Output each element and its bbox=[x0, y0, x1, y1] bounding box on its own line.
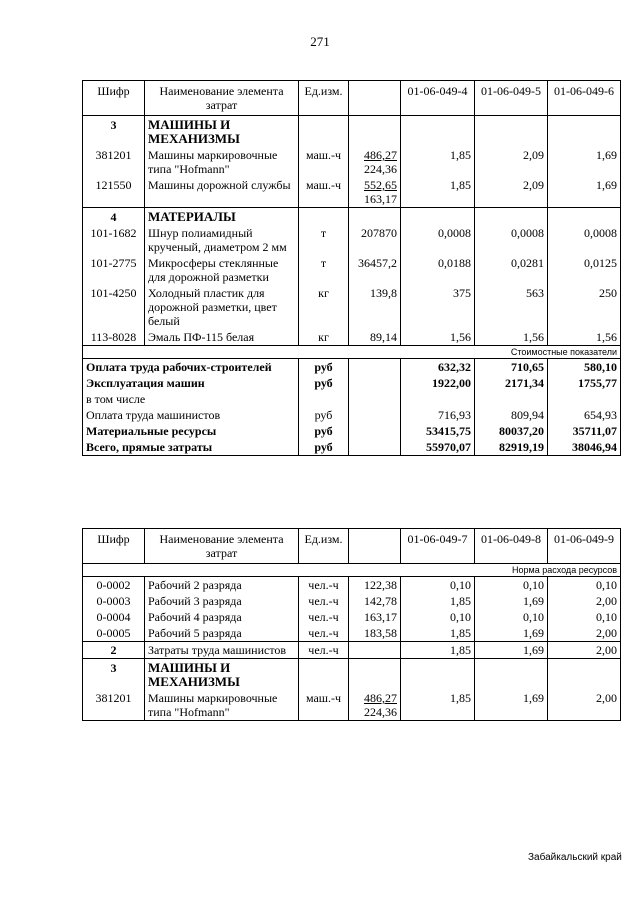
row-unit: т bbox=[299, 255, 349, 285]
row-price: 207870 bbox=[349, 225, 401, 255]
totals-name: Оплата труда рабочих-строителей bbox=[83, 359, 299, 376]
row-name: Микросферы стеклянные для дорожной разметки bbox=[145, 255, 299, 285]
totals-name: Всего, прямые затраты bbox=[83, 439, 299, 456]
band-label: Стоимостные показатели bbox=[83, 346, 621, 359]
totals-unit: руб bbox=[299, 359, 349, 376]
row-value-3: 0,10 bbox=[548, 577, 621, 594]
row-value-3: 2,00 bbox=[548, 593, 621, 609]
row-value-1: 1,56 bbox=[401, 329, 475, 346]
totals-unit: руб bbox=[299, 423, 349, 439]
row-code: 101-1682 bbox=[83, 225, 145, 255]
row-value-1: 1,85 bbox=[401, 642, 475, 659]
totals-name: Материальные ресурсы bbox=[83, 423, 299, 439]
row-unit: чел.-ч bbox=[299, 593, 349, 609]
row-value-2: 563 bbox=[475, 285, 548, 329]
row-value-3: 0,0008 bbox=[548, 225, 621, 255]
price-primary: 486,27 bbox=[364, 691, 397, 705]
row-value-2: 2,09 bbox=[475, 147, 548, 177]
totals-value-1: 53415,75 bbox=[401, 423, 475, 439]
row-name: Шнур полиамидный крученый, диаметром 2 мм bbox=[145, 225, 299, 255]
row-value-1: 1,85 bbox=[401, 147, 475, 177]
row-unit: маш.-ч bbox=[299, 147, 349, 177]
section-header bbox=[83, 116, 621, 148]
row-price: 89,14 bbox=[349, 329, 401, 346]
section-code: 4 bbox=[83, 208, 145, 226]
row-name: Рабочий 5 разряда bbox=[145, 625, 299, 642]
price-secondary: 224,36 bbox=[364, 705, 397, 719]
row-value-1: 375 bbox=[401, 285, 475, 329]
header-col-2: 01-06-049-8 bbox=[475, 529, 548, 564]
header-unit: Ед.изм. bbox=[299, 81, 349, 116]
row-name: Машины маркировочные типа "Hofmann" bbox=[145, 147, 299, 177]
header-unit: Ед.изм. bbox=[299, 529, 349, 564]
totals-value-1: 632,32 bbox=[401, 359, 475, 376]
row-price bbox=[349, 147, 401, 177]
totals-value-1: 55970,07 bbox=[401, 439, 475, 456]
totals-value-3: 38046,94 bbox=[548, 439, 621, 456]
band-row bbox=[83, 564, 621, 577]
table-row bbox=[83, 177, 621, 208]
row-value-2: 1,69 bbox=[475, 625, 548, 642]
section-header bbox=[83, 208, 621, 226]
totals-value-3: 580,10 bbox=[548, 359, 621, 376]
table-row bbox=[83, 593, 621, 609]
table-row bbox=[83, 147, 621, 177]
row-price bbox=[349, 690, 401, 721]
header-code: Шифр bbox=[83, 529, 145, 564]
totals-value-3: 1755,77 bbox=[548, 375, 621, 391]
section-header bbox=[83, 659, 621, 691]
page-number: 271 bbox=[310, 34, 330, 49]
row-name: Рабочий 3 разряда bbox=[145, 593, 299, 609]
row-unit: чел.-ч bbox=[299, 609, 349, 625]
row-value-3: 1,69 bbox=[548, 147, 621, 177]
table-row bbox=[83, 285, 621, 329]
row-value-2: 2,09 bbox=[475, 177, 548, 208]
section-code: 2 bbox=[83, 642, 145, 659]
header-col-2: 01-06-049-5 bbox=[475, 81, 548, 116]
table-row bbox=[83, 625, 621, 642]
row-value-1: 0,10 bbox=[401, 609, 475, 625]
table2-header-row bbox=[83, 529, 621, 564]
totals-value-1: 1922,00 bbox=[401, 375, 475, 391]
table-row bbox=[83, 609, 621, 625]
row-name: Машины маркировочные типа "Hofmann" bbox=[145, 690, 299, 721]
totals-row bbox=[83, 439, 621, 456]
table-row bbox=[83, 577, 621, 594]
row-code: 0-0004 bbox=[83, 609, 145, 625]
totals-unit: руб bbox=[299, 407, 349, 423]
row-value-2: 0,10 bbox=[475, 577, 548, 594]
row-value-3: 2,00 bbox=[548, 625, 621, 642]
header-col-1: 01-06-049-7 bbox=[401, 529, 475, 564]
row-code: 101-4250 bbox=[83, 285, 145, 329]
row-unit: т bbox=[299, 225, 349, 255]
row-value-2: 1,56 bbox=[475, 329, 548, 346]
row-code: 381201 bbox=[83, 147, 145, 177]
row-unit: чел.-ч bbox=[299, 577, 349, 594]
row-value-3: 1,69 bbox=[548, 177, 621, 208]
row-value-2: 0,0281 bbox=[475, 255, 548, 285]
row-code: 0-0003 bbox=[83, 593, 145, 609]
totals-value-3: 654,93 bbox=[548, 407, 621, 423]
totals-name: Оплата труда машинистов bbox=[83, 407, 299, 423]
section-title: МАШИНЫ И МЕХАНИЗМЫ bbox=[145, 659, 299, 691]
row-name: Эмаль ПФ-115 белая bbox=[145, 329, 299, 346]
totals-value-2: 809,94 bbox=[475, 407, 548, 423]
row-name: Машины дорожной службы bbox=[145, 177, 299, 208]
price-primary: 552,65 bbox=[364, 178, 397, 192]
table1-header-row bbox=[83, 81, 621, 116]
totals-row bbox=[83, 423, 621, 439]
row-unit: маш.-ч bbox=[299, 177, 349, 208]
row-value-3: 2,00 bbox=[548, 690, 621, 721]
section-title: МАТЕРИАЛЫ bbox=[145, 208, 299, 226]
row-value-2: 1,69 bbox=[475, 690, 548, 721]
price-secondary: 163,17 bbox=[364, 192, 397, 206]
totals-row bbox=[83, 407, 621, 423]
row-code: 381201 bbox=[83, 690, 145, 721]
header-name: Наименование элемента затрат bbox=[145, 81, 299, 116]
totals-row bbox=[83, 391, 621, 407]
row-value-3: 0,10 bbox=[548, 609, 621, 625]
row-value-2: 0,0008 bbox=[475, 225, 548, 255]
header-code: Шифр bbox=[83, 81, 145, 116]
row-unit: кг bbox=[299, 329, 349, 346]
row-price: 183,58 bbox=[349, 625, 401, 642]
section-title: МАШИНЫ И МЕХАНИЗМЫ bbox=[145, 116, 299, 148]
row-value-3: 1,56 bbox=[548, 329, 621, 346]
resource-table-1 bbox=[82, 80, 621, 456]
totals-value-2: 710,65 bbox=[475, 359, 548, 376]
header-name: Наименование элемента затрат bbox=[145, 529, 299, 564]
row-price: 122,38 bbox=[349, 577, 401, 594]
row-name: Холодный пластик для дорожной разметки, цвет белый bbox=[145, 285, 299, 329]
totals-name: Эксплуатация машин bbox=[83, 375, 299, 391]
row-code: 121550 bbox=[83, 177, 145, 208]
totals-unit: руб bbox=[299, 375, 349, 391]
row-price: 36457,2 bbox=[349, 255, 401, 285]
price-primary: 486,27 bbox=[364, 148, 397, 162]
row-value-1: 0,0188 bbox=[401, 255, 475, 285]
row-name: Рабочий 4 разряда bbox=[145, 609, 299, 625]
band-label: Норма расхода ресурсов bbox=[83, 564, 621, 577]
totals-value-2: 2171,34 bbox=[475, 375, 548, 391]
row-value-3: 0,0125 bbox=[548, 255, 621, 285]
header-col-1: 01-06-049-4 bbox=[401, 81, 475, 116]
table-row bbox=[83, 225, 621, 255]
totals-row bbox=[83, 375, 621, 391]
section-code: 3 bbox=[83, 659, 145, 691]
totals-unit: руб bbox=[299, 439, 349, 456]
row-unit: чел.-ч bbox=[299, 625, 349, 642]
table-row bbox=[83, 690, 621, 721]
table-row bbox=[83, 255, 621, 285]
resource-table-2 bbox=[82, 528, 621, 721]
row-value-1: 1,85 bbox=[401, 625, 475, 642]
totals-value-2: 82919,19 bbox=[475, 439, 548, 456]
row-value-2: 1,69 bbox=[475, 593, 548, 609]
row-value-3: 250 bbox=[548, 285, 621, 329]
price-secondary: 224,36 bbox=[364, 162, 397, 176]
row-value-2: 1,69 bbox=[475, 642, 548, 659]
header-price bbox=[349, 81, 401, 116]
row-unit: чел.-ч bbox=[299, 642, 349, 659]
totals-value-2: 80037,20 bbox=[475, 423, 548, 439]
header-price bbox=[349, 529, 401, 564]
header-col-3: 01-06-049-6 bbox=[548, 81, 621, 116]
table-row bbox=[83, 329, 621, 346]
row-price: 142,78 bbox=[349, 593, 401, 609]
section-code: 3 bbox=[83, 116, 145, 148]
row-code: 101-2775 bbox=[83, 255, 145, 285]
row-unit: маш.-ч bbox=[299, 690, 349, 721]
row-value-1: 0,10 bbox=[401, 577, 475, 594]
totals-row bbox=[83, 359, 621, 376]
row-value-1: 1,85 bbox=[401, 177, 475, 208]
row-value-3: 2,00 bbox=[548, 642, 621, 659]
row-price: 139,8 bbox=[349, 285, 401, 329]
totals-value-1: 716,93 bbox=[401, 407, 475, 423]
band-row bbox=[83, 346, 621, 359]
row-price: 163,17 bbox=[349, 609, 401, 625]
footer-region: Забайкальский край bbox=[528, 852, 622, 863]
row-name: Рабочий 2 разряда bbox=[145, 577, 299, 594]
header-col-3: 01-06-049-9 bbox=[548, 529, 621, 564]
row-price bbox=[349, 177, 401, 208]
totals-value-3: 35711,07 bbox=[548, 423, 621, 439]
row-code: 113-8028 bbox=[83, 329, 145, 346]
row-code: 0-0002 bbox=[83, 577, 145, 594]
row-value-2: 0,10 bbox=[475, 609, 548, 625]
row-name: Затраты труда машинистов bbox=[145, 642, 299, 659]
row-unit: кг bbox=[299, 285, 349, 329]
row-value-1: 0,0008 bbox=[401, 225, 475, 255]
row-value-1: 1,85 bbox=[401, 593, 475, 609]
table-row bbox=[83, 642, 621, 659]
row-code: 0-0005 bbox=[83, 625, 145, 642]
totals-name: в том числе bbox=[83, 391, 299, 407]
row-value-1: 1,85 bbox=[401, 690, 475, 721]
